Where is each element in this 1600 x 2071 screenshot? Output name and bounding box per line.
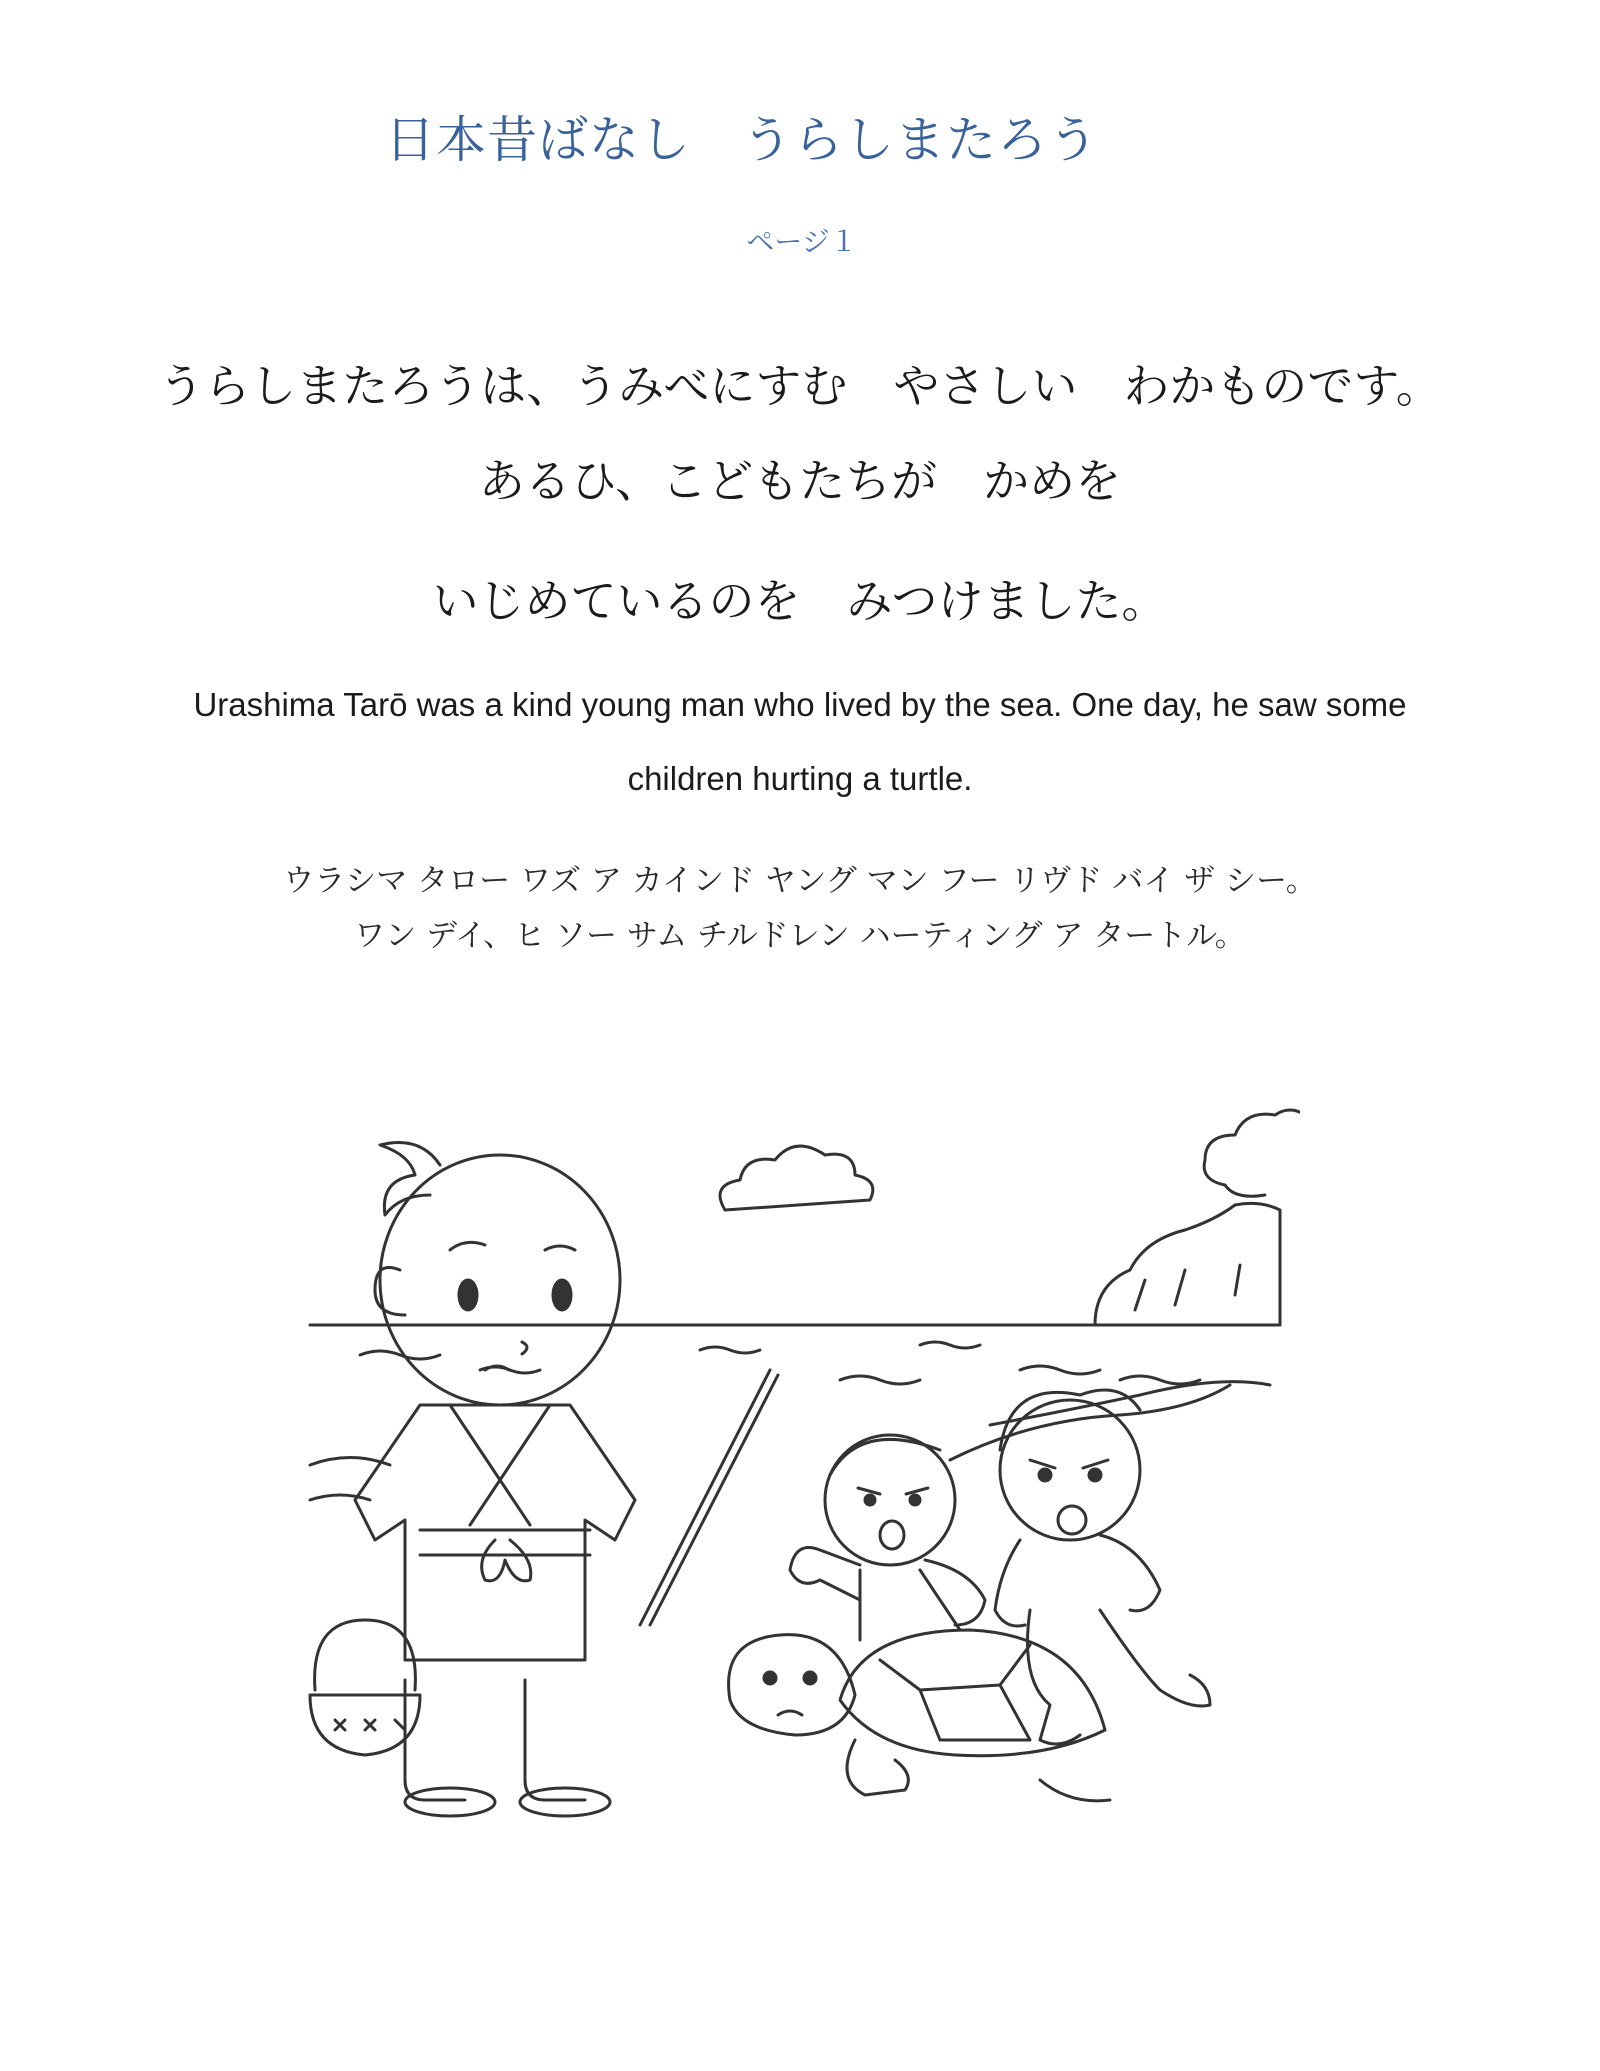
japanese-text-line-3: いじめているのを みつけました。 bbox=[432, 574, 1168, 628]
rock-island bbox=[1095, 1203, 1280, 1325]
english-translation-line-1: Urashima Tarō was a kind young man who lived by the sea. One day, he saw some bbox=[193, 686, 1407, 723]
page-number: ページ１ bbox=[746, 225, 858, 258]
urashima-taro-figure bbox=[310, 1143, 635, 1817]
cloud-right bbox=[1204, 1110, 1300, 1196]
turtle-figure bbox=[729, 1630, 1110, 1801]
japanese-text-line-1: うらしまたろうは、うみべにすむ やさしい わかものです。 bbox=[158, 359, 1442, 413]
katakana-reading-line-1: ウラシマ タロー ワズ ア カインド ヤング マン フー リヴド バイ ザ シー。 bbox=[283, 863, 1317, 899]
stick bbox=[640, 1370, 770, 1625]
english-translation-line-2: children hurting a turtle. bbox=[627, 760, 973, 797]
cloud-left bbox=[720, 1146, 873, 1210]
page-title: 日本昔ばなし うらしまたろう bbox=[385, 111, 1099, 169]
story-illustration bbox=[300, 1080, 1300, 1860]
japanese-text-line-2: あるひ、こどもたちが かめを bbox=[478, 454, 1122, 508]
katakana-reading-line-2: ワン デイ、ヒ ソー サム チルドレン ハーティング ア タートル。 bbox=[354, 918, 1246, 954]
basket bbox=[315, 1620, 416, 1690]
wave-lines bbox=[360, 1342, 1200, 1384]
child-figure-right bbox=[995, 1390, 1210, 1744]
child-figure-left bbox=[790, 1435, 985, 1640]
